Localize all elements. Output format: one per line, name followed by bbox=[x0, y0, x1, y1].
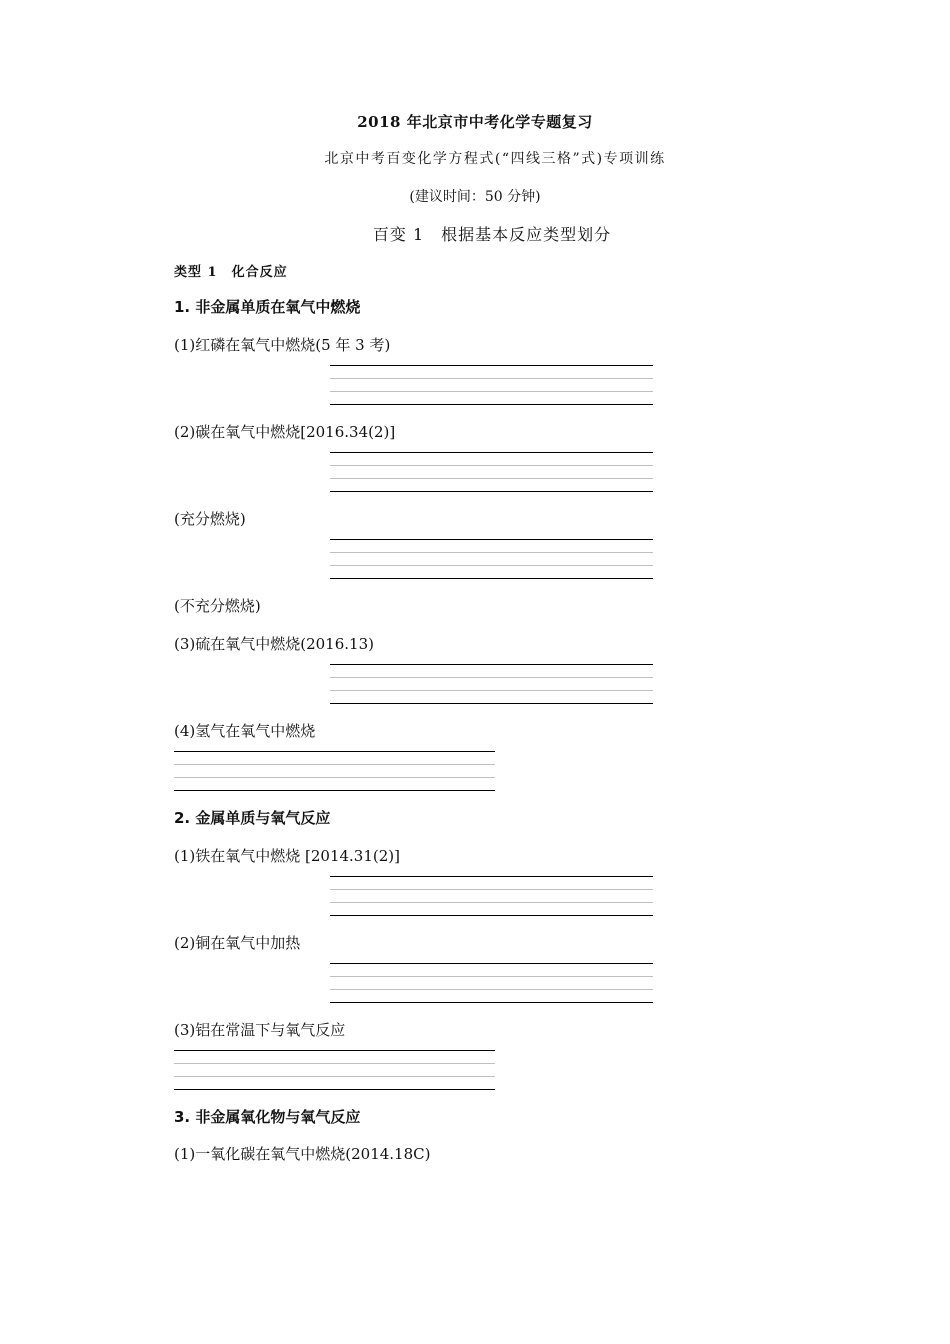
section-heading-3: 3. 非金属氧化物与氧气反应 bbox=[174, 1108, 361, 1126]
four-line-grid[interactable] bbox=[330, 876, 653, 916]
four-line-grid[interactable] bbox=[330, 452, 653, 492]
question-carbon-monoxide: (1)一氧化碳在氧气中燃烧(2014.18C) bbox=[174, 1145, 431, 1163]
four-line-grid[interactable] bbox=[330, 365, 653, 405]
question-iron: (1)铁在氧气中燃烧 [2014.31(2)] bbox=[174, 847, 400, 865]
section-heading-1: 1. 非金属单质在氧气中燃烧 bbox=[174, 298, 361, 316]
question-carbon: (2)碳在氧气中燃烧[2016.34(2)] bbox=[174, 423, 396, 441]
question-carbon-complete: (充分燃烧) bbox=[174, 510, 246, 528]
document-title: 2018 年北京市中考化学专题复习 bbox=[357, 113, 593, 131]
four-line-grid[interactable] bbox=[330, 539, 653, 579]
four-line-grid[interactable] bbox=[330, 963, 653, 1003]
question-red-phosphorus: (1)红磷在氧气中燃烧(5 年 3 考) bbox=[174, 336, 391, 354]
section-heading-2: 2. 金属单质与氧气反应 bbox=[174, 809, 331, 827]
question-aluminum: (3)铝在常温下与氧气反应 bbox=[174, 1021, 346, 1039]
four-line-grid[interactable] bbox=[330, 664, 653, 704]
four-line-grid[interactable] bbox=[174, 751, 495, 791]
suggested-time: (建议时间：50 分钟) bbox=[409, 189, 541, 205]
question-hydrogen: (4)氢气在氧气中燃烧 bbox=[174, 722, 316, 740]
four-line-grid[interactable] bbox=[174, 1050, 495, 1090]
question-sulfur: (3)硫在氧气中燃烧(2016.13) bbox=[174, 635, 374, 653]
document-subtitle: 北京中考百变化学方程式(“四线三格”式)专项训练 bbox=[324, 151, 666, 167]
question-carbon-incomplete: (不充分燃烧) bbox=[174, 597, 261, 615]
section-title: 百变 1 根据基本反应类型划分 bbox=[372, 225, 612, 244]
question-copper: (2)铜在氧气中加热 bbox=[174, 934, 301, 952]
type-heading: 类型 1 化合反应 bbox=[174, 265, 288, 280]
